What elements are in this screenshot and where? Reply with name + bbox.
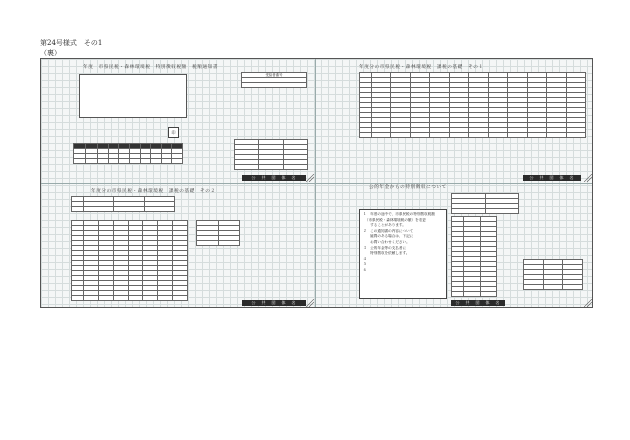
notes-box [359, 209, 447, 299]
form-side-label: （裏） [40, 49, 61, 57]
basis-title-part1: 年度分の市県民税・森林環境税 課税の基礎 その１ [359, 65, 484, 70]
fold-corner-mark [306, 299, 314, 307]
income-deduction-table [71, 196, 175, 212]
note-line: （市県民税・森林環境税の額）を変更 [363, 217, 426, 222]
seal-stamp: 印 [168, 127, 179, 138]
municipality-band: 公 共 団 体 名 [523, 175, 581, 181]
pension-payer-table [451, 193, 519, 214]
pension-deduction-table [451, 216, 497, 297]
municipality-band: 公 共 団 体 名 [242, 175, 306, 181]
note-line: 特別徴収を依頼します。 [363, 251, 410, 256]
note-line: ４ [363, 256, 378, 261]
note-line: ６ [363, 267, 378, 272]
address-window [79, 74, 187, 118]
fold-corner-mark [584, 174, 592, 182]
note-line: お問い合わせください。 [363, 239, 410, 244]
income-basis-table [359, 72, 586, 138]
form-number: 第24号様式 その1 [40, 39, 103, 47]
monthly-collection-table [523, 259, 583, 290]
fold-line-horizontal [41, 183, 592, 184]
deduction-detail-table [71, 220, 188, 301]
fold-corner-mark [306, 174, 314, 182]
address-note-line [81, 122, 85, 127]
basis-title-part2: 年度分の市県民税・森林環境税 課税の基礎 その２ [91, 189, 216, 194]
tax-form-sheet [40, 58, 593, 308]
note-line: ５ [363, 262, 378, 267]
notice-title: 年度 市県民税・森林環境税 特別徴収税額 税額通知書 [83, 65, 219, 70]
fold-corner-mark [584, 299, 592, 307]
credit-table [196, 220, 240, 246]
municipality-band: 公 共 団 体 名 [242, 300, 306, 306]
pension-collection-title: 公的年金からの特別徴収について [369, 185, 447, 190]
tax-amount-table [73, 143, 183, 164]
municipality-band: 公 共 団 体 名 [451, 300, 505, 306]
note-line: ３ 公的年金等の支払者に [363, 245, 407, 250]
receiver-number-table: 受給者番号 [241, 72, 307, 88]
note-line: 疑問のある場合は、下記に [363, 234, 414, 239]
note-line: することがあります。 [363, 223, 406, 228]
payment-summary-table [234, 139, 308, 170]
note-line: １ 年度の途中で、市県民税の特別徴収税額 [363, 212, 435, 216]
note-line: ２ この通知書の内容について [363, 228, 414, 233]
